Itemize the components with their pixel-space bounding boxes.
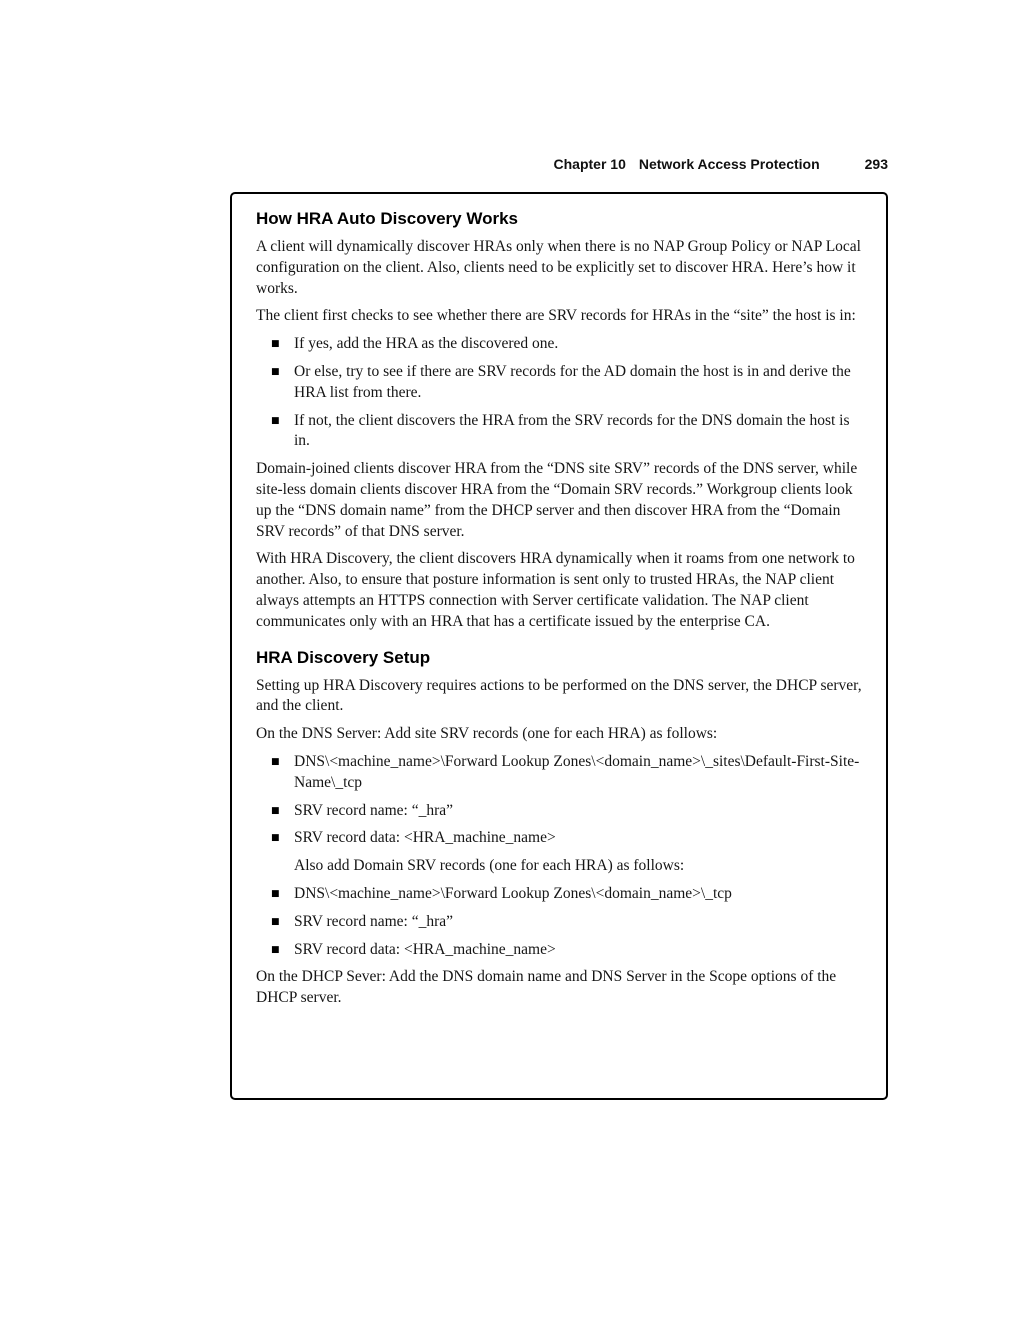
bullet-item bbox=[256, 884, 862, 905]
paragraph-checks: The client first checks to see whether there are SRV records for HRAs in the “site” the host is in: bbox=[256, 307, 856, 325]
bullet-item bbox=[256, 828, 862, 849]
bullet-text: Or else, try to see if there are SRV records for the AD domain the host is in and derive the HRA list from there. bbox=[294, 362, 851, 401]
bullet-square-icon: ■ bbox=[271, 944, 280, 955]
bullet-text: If not, the client discovers the HRA from the SRV records for the DNS domain the host is in. bbox=[294, 411, 850, 450]
bullet-item bbox=[256, 334, 862, 355]
bullet-text: SRV record data: <HRA_machine_name> bbox=[294, 829, 556, 847]
bullet-item bbox=[256, 940, 862, 961]
section-heading-discovery-setup: HRA Discovery Setup bbox=[256, 647, 431, 667]
bullet-square-icon: ■ bbox=[271, 339, 280, 350]
paragraph-dhcp: On the DHCP Sever: Add the DNS domain name and DNS Server in the Scope options of the DHCP server. bbox=[256, 968, 837, 1007]
bullet-item bbox=[256, 411, 862, 453]
bullet-item bbox=[256, 752, 862, 794]
paragraph-roaming: With HRA Discovery, the client discovers HRA dynamically when it roams from one network to another. Also, to ensure that posture information is sent only to trusted HRAs, the NAP client always attempts an HTTPS connection with Server certificate validation. The NAP client communicates only with an HRA that has a certificate issued by the enterprise CA. bbox=[256, 550, 855, 630]
bullet-square-icon: ■ bbox=[271, 888, 280, 899]
paragraph-intro: A client will dynamically discover HRAs only when there is no NAP Group Policy or NAP Local configuration on the client. Also, clients need to be explicitly set to discover HRA. Here’s how it works. bbox=[256, 238, 861, 297]
bullet-text: SRV record name: “_hra” bbox=[294, 912, 454, 930]
bullet-item bbox=[256, 801, 862, 822]
page-number: 293 bbox=[864, 156, 888, 172]
bullet-square-icon: ■ bbox=[271, 916, 280, 927]
section-heading-auto-discovery: How HRA Auto Discovery Works bbox=[256, 209, 518, 228]
bullet-text: DNS\<machine_name>\Forward Lookup Zones\<domain_name>\_tcp bbox=[294, 884, 732, 902]
running-header-title: Network Access Protection bbox=[638, 156, 820, 172]
running-header-chapter: Chapter 10 bbox=[553, 156, 626, 172]
bullet-item bbox=[256, 362, 862, 404]
bullet-square-icon: ■ bbox=[271, 366, 280, 377]
running-header bbox=[554, 156, 888, 172]
bullet-text: SRV record data: <HRA_machine_name> bbox=[294, 940, 556, 958]
bullet-text: SRV record name: “_hra” bbox=[294, 801, 454, 819]
bullet-item bbox=[256, 912, 862, 933]
bullet-square-icon: ■ bbox=[271, 805, 280, 816]
paragraph-setup-intro: Setting up HRA Discovery requires actions to be performed on the DNS server, the DHCP server, and the client. bbox=[256, 676, 862, 715]
paragraph-domain-joined: Domain-joined clients discover HRA from the “DNS site SRV” records of the DNS server, while site-less domain clients discover HRA from the “Domain SRV records.” Workgroup clients look up the “DNS domain name” from the DHCP server and then discover HRA from the “Domain SRV records” of that DNS server. bbox=[256, 460, 858, 540]
bullet-square-icon: ■ bbox=[271, 415, 280, 426]
sidebar-callout-box bbox=[230, 192, 888, 1100]
paragraph-also-add: Also add Domain SRV records (one for each HRA) as follows: bbox=[294, 857, 685, 875]
bullet-square-icon: ■ bbox=[271, 756, 280, 767]
bullet-text: If yes, add the HRA as the discovered one. bbox=[294, 335, 559, 353]
bullet-square-icon: ■ bbox=[271, 833, 280, 844]
bullet-text: DNS\<machine_name>\Forward Lookup Zones\<domain_name>\_sites\Default-First-Site-Name\_tcp bbox=[294, 752, 860, 791]
paragraph-dns-server: On the DNS Server: Add site SRV records (one for each HRA) as follows: bbox=[256, 725, 718, 743]
